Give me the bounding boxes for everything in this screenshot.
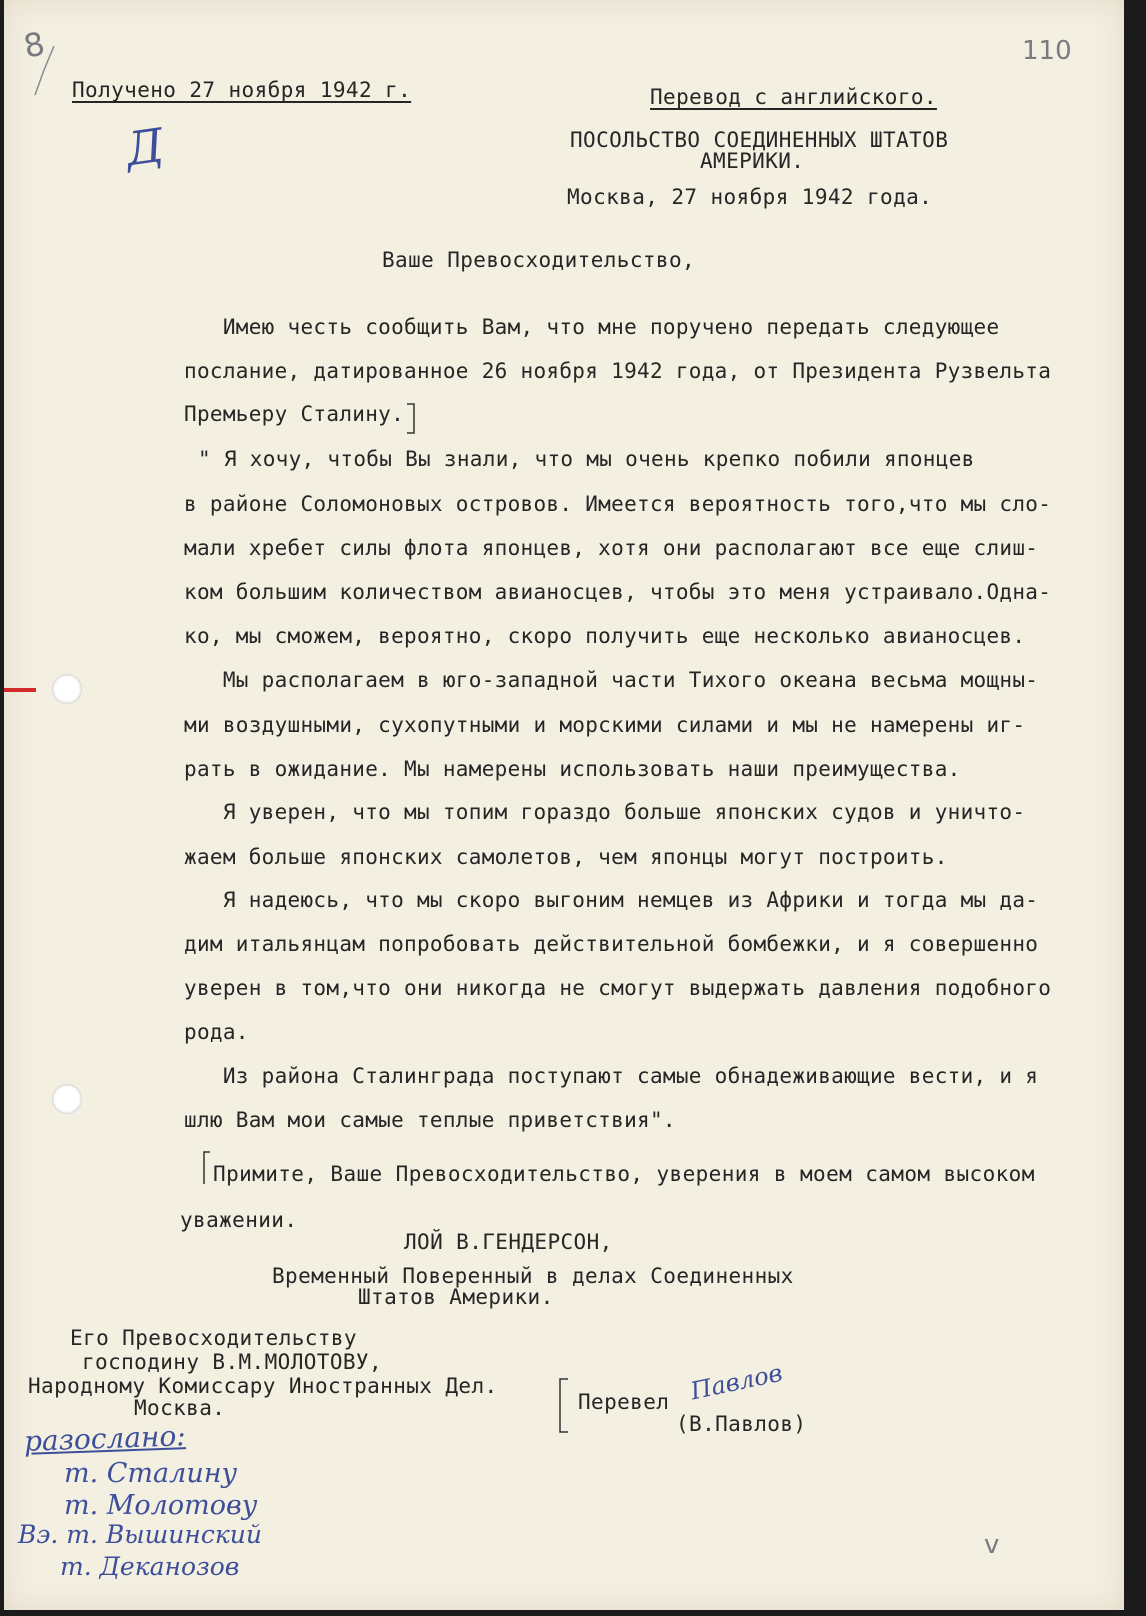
closing-line2: уважении. xyxy=(180,1208,298,1232)
punch-hole xyxy=(52,1084,82,1114)
letter-body-line: Премьеру Сталину. xyxy=(184,402,405,426)
translator-name: (В.Павлов) xyxy=(676,1412,807,1436)
pencil-bracket-mark xyxy=(200,1150,214,1186)
signatory-name: ЛОЙ В.ГЕНДЕРСОН, xyxy=(404,1230,613,1254)
document-page xyxy=(4,0,1124,1610)
distribution-item: т. Сталину xyxy=(64,1458,238,1489)
pencil-bracket-mark xyxy=(404,402,418,436)
distribution-title: разослано: xyxy=(23,1419,187,1458)
translator-signature: Павлов xyxy=(688,1358,785,1406)
red-margin-mark xyxy=(4,688,36,692)
translation-note: Перевод с английского. xyxy=(650,85,937,109)
letter-body-line: дим итальянцам попробовать действительной бомбежки, и я совершенно xyxy=(184,932,1039,956)
distribution-item: т. Молотову xyxy=(64,1490,258,1521)
translator-bracket xyxy=(556,1376,572,1436)
distribution-item: т. Деканозов xyxy=(60,1552,240,1581)
letter-body-line: шлю Вам мои самые теплые приветствия". xyxy=(184,1108,676,1132)
letter-body-line: в районе Соломоновых островов. Имеется вероятность того,что мы сло- xyxy=(184,492,1052,516)
received-stamp-line: Получено 27 ноября 1942 г. xyxy=(72,78,412,102)
letter-body-line: Из района Сталинграда поступают самые обнадеживающие вести, и я xyxy=(184,1064,1039,1088)
distribution-item: Вэ. т. Вышинский xyxy=(18,1520,262,1549)
letter-body-line: жаем больше японских самолетов, чем японцы могут построить. xyxy=(184,845,948,869)
punch-hole xyxy=(52,674,82,704)
translator-label: Перевел xyxy=(578,1390,670,1414)
pencil-tick-mark xyxy=(32,40,62,100)
archive-folio-number: 110 xyxy=(1022,36,1072,66)
letter-body-line: " Я хочу, чтобы Вы знали, что мы очень крепко побили японцев xyxy=(198,447,975,471)
letter-body-line: рать в ожидание. Мы намерены использовать наши преимущества. xyxy=(184,757,961,781)
embassy-name-line2: АМЕРИКИ. xyxy=(700,149,805,173)
letter-body-line: рода. xyxy=(184,1020,249,1044)
letter-body-line: послание, датированное 26 ноября 1942 года, от Президента Рузвельта xyxy=(184,359,1052,383)
signatory-title-line1: Временный Поверенный в делах Соединенных xyxy=(272,1264,794,1288)
letter-body-line: уверен в том,что они никогда не смогут выдержать давления подобного xyxy=(184,976,1052,1000)
letter-body-line: Я надеюсь, что мы скоро выгоним немцев из Африки и тогда мы да- xyxy=(184,888,1039,912)
signatory-title-line2: Штатов Америки. xyxy=(358,1285,554,1309)
addressee-line4: Москва. xyxy=(134,1396,226,1420)
pencil-top-left-mark: 8 xyxy=(20,24,49,66)
handwritten-mark: Д xyxy=(122,117,167,177)
letter-body-line: Я уверен, что мы топим гораздо больше японских судов и уничто- xyxy=(184,800,1026,824)
addressee-line1: Его Превосходительству xyxy=(70,1326,357,1350)
addressee-line3: Народному Комиссару Иностранных Дел. xyxy=(28,1374,498,1398)
embassy-name-line1: ПОСОЛЬСТВО СОЕДИНЕННЫХ ШТАТОВ xyxy=(570,128,949,152)
letter-body-line: Мы располагаем в юго-западной части Тихого океана весьма мощны- xyxy=(184,668,1039,692)
letter-body-line: Имею честь сообщить Вам, что мне поручено передать следующее xyxy=(184,315,1000,339)
letter-body-line: мали хребет силы флота японцев, хотя они располагают все еще слиш- xyxy=(184,536,1039,560)
closing-line1: Примите, Ваше Превосходительство, уверения в моем самом высоком xyxy=(200,1162,1035,1186)
letter-body-line: ми воздушными, сухопутными и морскими силами и мы не намерены иг- xyxy=(184,713,1026,737)
letter-body-line: ко, мы сможем, вероятно, скоро получить еще несколько авианосцев. xyxy=(184,624,1026,648)
letter-body-line: ком большим количеством авианосцев, чтобы это меня устраивало.Однa- xyxy=(184,580,1052,604)
addressee-line2: господину В.М.МОЛОТОВУ, xyxy=(82,1350,382,1374)
salutation: Ваше Превосходительство, xyxy=(382,248,696,272)
corner-check-mark: v xyxy=(984,1530,1000,1560)
place-and-date: Москва, 27 ноября 1942 года. xyxy=(567,185,933,209)
